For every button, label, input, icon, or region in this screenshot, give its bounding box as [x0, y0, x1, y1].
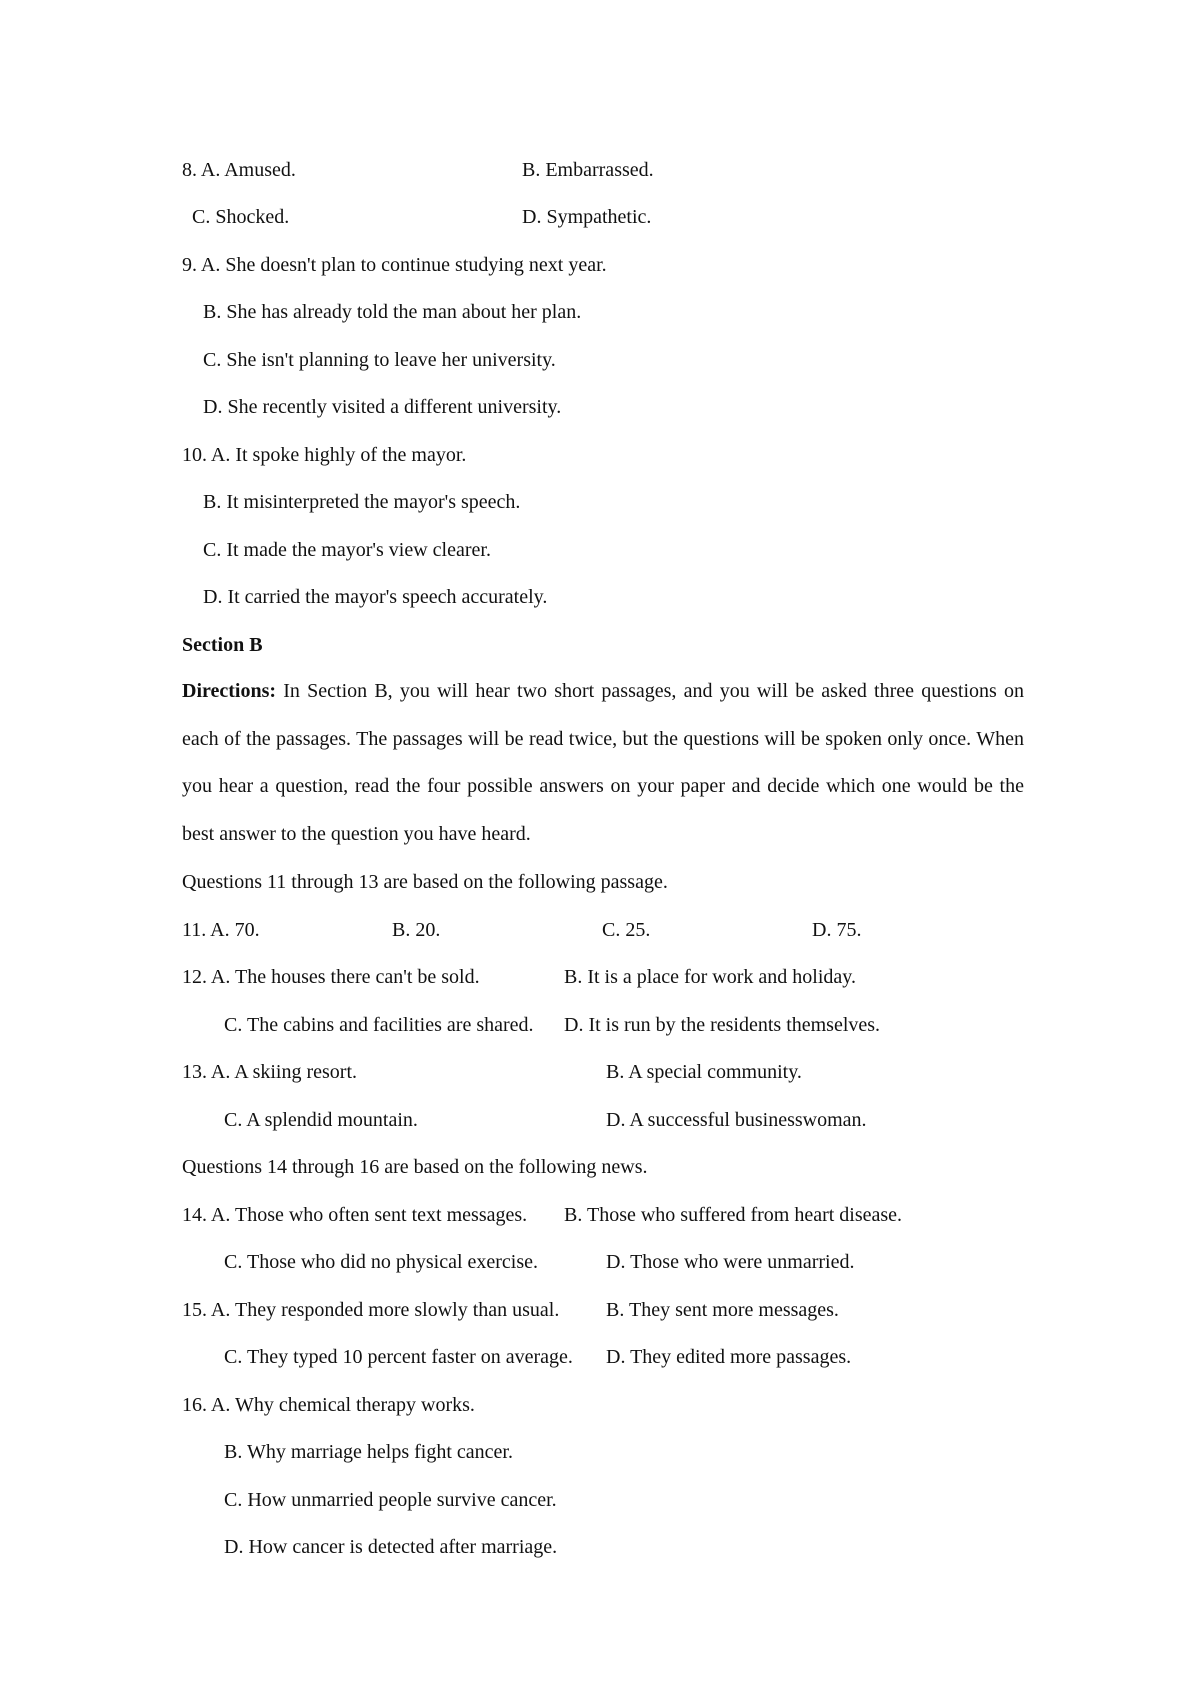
- q14-option-a: 14. A. Those who often sent text messages.: [182, 1204, 528, 1226]
- q8-option-a: 8. A. Amused.: [182, 159, 296, 181]
- q12-option-b: B. It is a place for work and holiday.: [564, 966, 856, 988]
- q8-option-c: C. Shocked.: [192, 206, 290, 228]
- q16-option-b: B. Why marriage helps fight cancer.: [224, 1441, 513, 1463]
- q16-option-d: D. How cancer is detected after marriage.: [224, 1536, 558, 1558]
- q11-option-c: C. 25.: [602, 919, 651, 941]
- q12-option-d: D. It is run by the residents themselves.: [564, 1014, 881, 1036]
- q10-option-b: B. It misinterpreted the mayor's speech.: [203, 491, 521, 513]
- q8-option-b: B. Embarrassed.: [522, 159, 654, 181]
- q11-option-b: B. 20.: [392, 919, 441, 941]
- q13-option-b: B. A special community.: [606, 1061, 802, 1083]
- directions-text: In Section B, you will hear two short passages, and you will be asked three questions on each of the passages. The passages will be read twice, but the questions will be spoken only once. When you hear a question, read the four possible answers on your paper and decide which one would be the best answer to the question you have heard.: [182, 680, 1024, 845]
- q15-option-b: B. They sent more messages.: [606, 1299, 839, 1321]
- q10-option-d: D. It carried the mayor's speech accurately.: [203, 586, 548, 608]
- q13-option-a: 13. A. A skiing resort.: [182, 1061, 358, 1083]
- directions-label: Directions:: [182, 680, 277, 702]
- q12-option-a: 12. A. The houses there can't be sold.: [182, 966, 480, 988]
- q10-option-c: C. It made the mayor's view clearer.: [203, 539, 491, 561]
- q15-option-d: D. They edited more passages.: [606, 1346, 852, 1368]
- q8-option-d: D. Sympathetic.: [522, 206, 652, 228]
- section-b-directions: [182, 668, 1024, 858]
- q11-option-d: D. 75.: [812, 919, 862, 941]
- section-b-heading: Section B: [182, 634, 263, 656]
- q9-option-a: 9. A. She doesn't plan to continue studying next year.: [182, 254, 607, 276]
- q14-option-c: C. Those who did no physical exercise.: [224, 1251, 539, 1273]
- q15-option-c: C. They typed 10 percent faster on average.: [224, 1346, 573, 1368]
- q12-option-c: C. The cabins and facilities are shared.: [224, 1014, 534, 1036]
- q13-option-d: D. A successful businesswoman.: [606, 1109, 867, 1131]
- q14-option-b: B. Those who suffered from heart disease.: [564, 1204, 903, 1226]
- q10-option-a: 10. A. It spoke highly of the mayor.: [182, 444, 467, 466]
- passage-intro-14-16: Questions 14 through 16 are based on the following news.: [182, 1156, 648, 1178]
- q14-option-d: D. Those who were unmarried.: [606, 1251, 855, 1273]
- passage-intro-11-13: Questions 11 through 13 are based on the following passage.: [182, 871, 668, 893]
- q16-option-c: C. How unmarried people survive cancer.: [224, 1489, 557, 1511]
- q9-option-c: C. She isn't planning to leave her university.: [203, 349, 556, 371]
- q15-option-a: 15. A. They responded more slowly than usual.: [182, 1299, 560, 1321]
- q9-option-b: B. She has already told the man about her plan.: [203, 301, 582, 323]
- q16-option-a: 16. A. Why chemical therapy works.: [182, 1394, 475, 1416]
- q11-option-a: 11. A. 70.: [182, 919, 260, 941]
- q9-option-d: D. She recently visited a different university.: [203, 396, 562, 418]
- q13-option-c: C. A splendid mountain.: [224, 1109, 418, 1131]
